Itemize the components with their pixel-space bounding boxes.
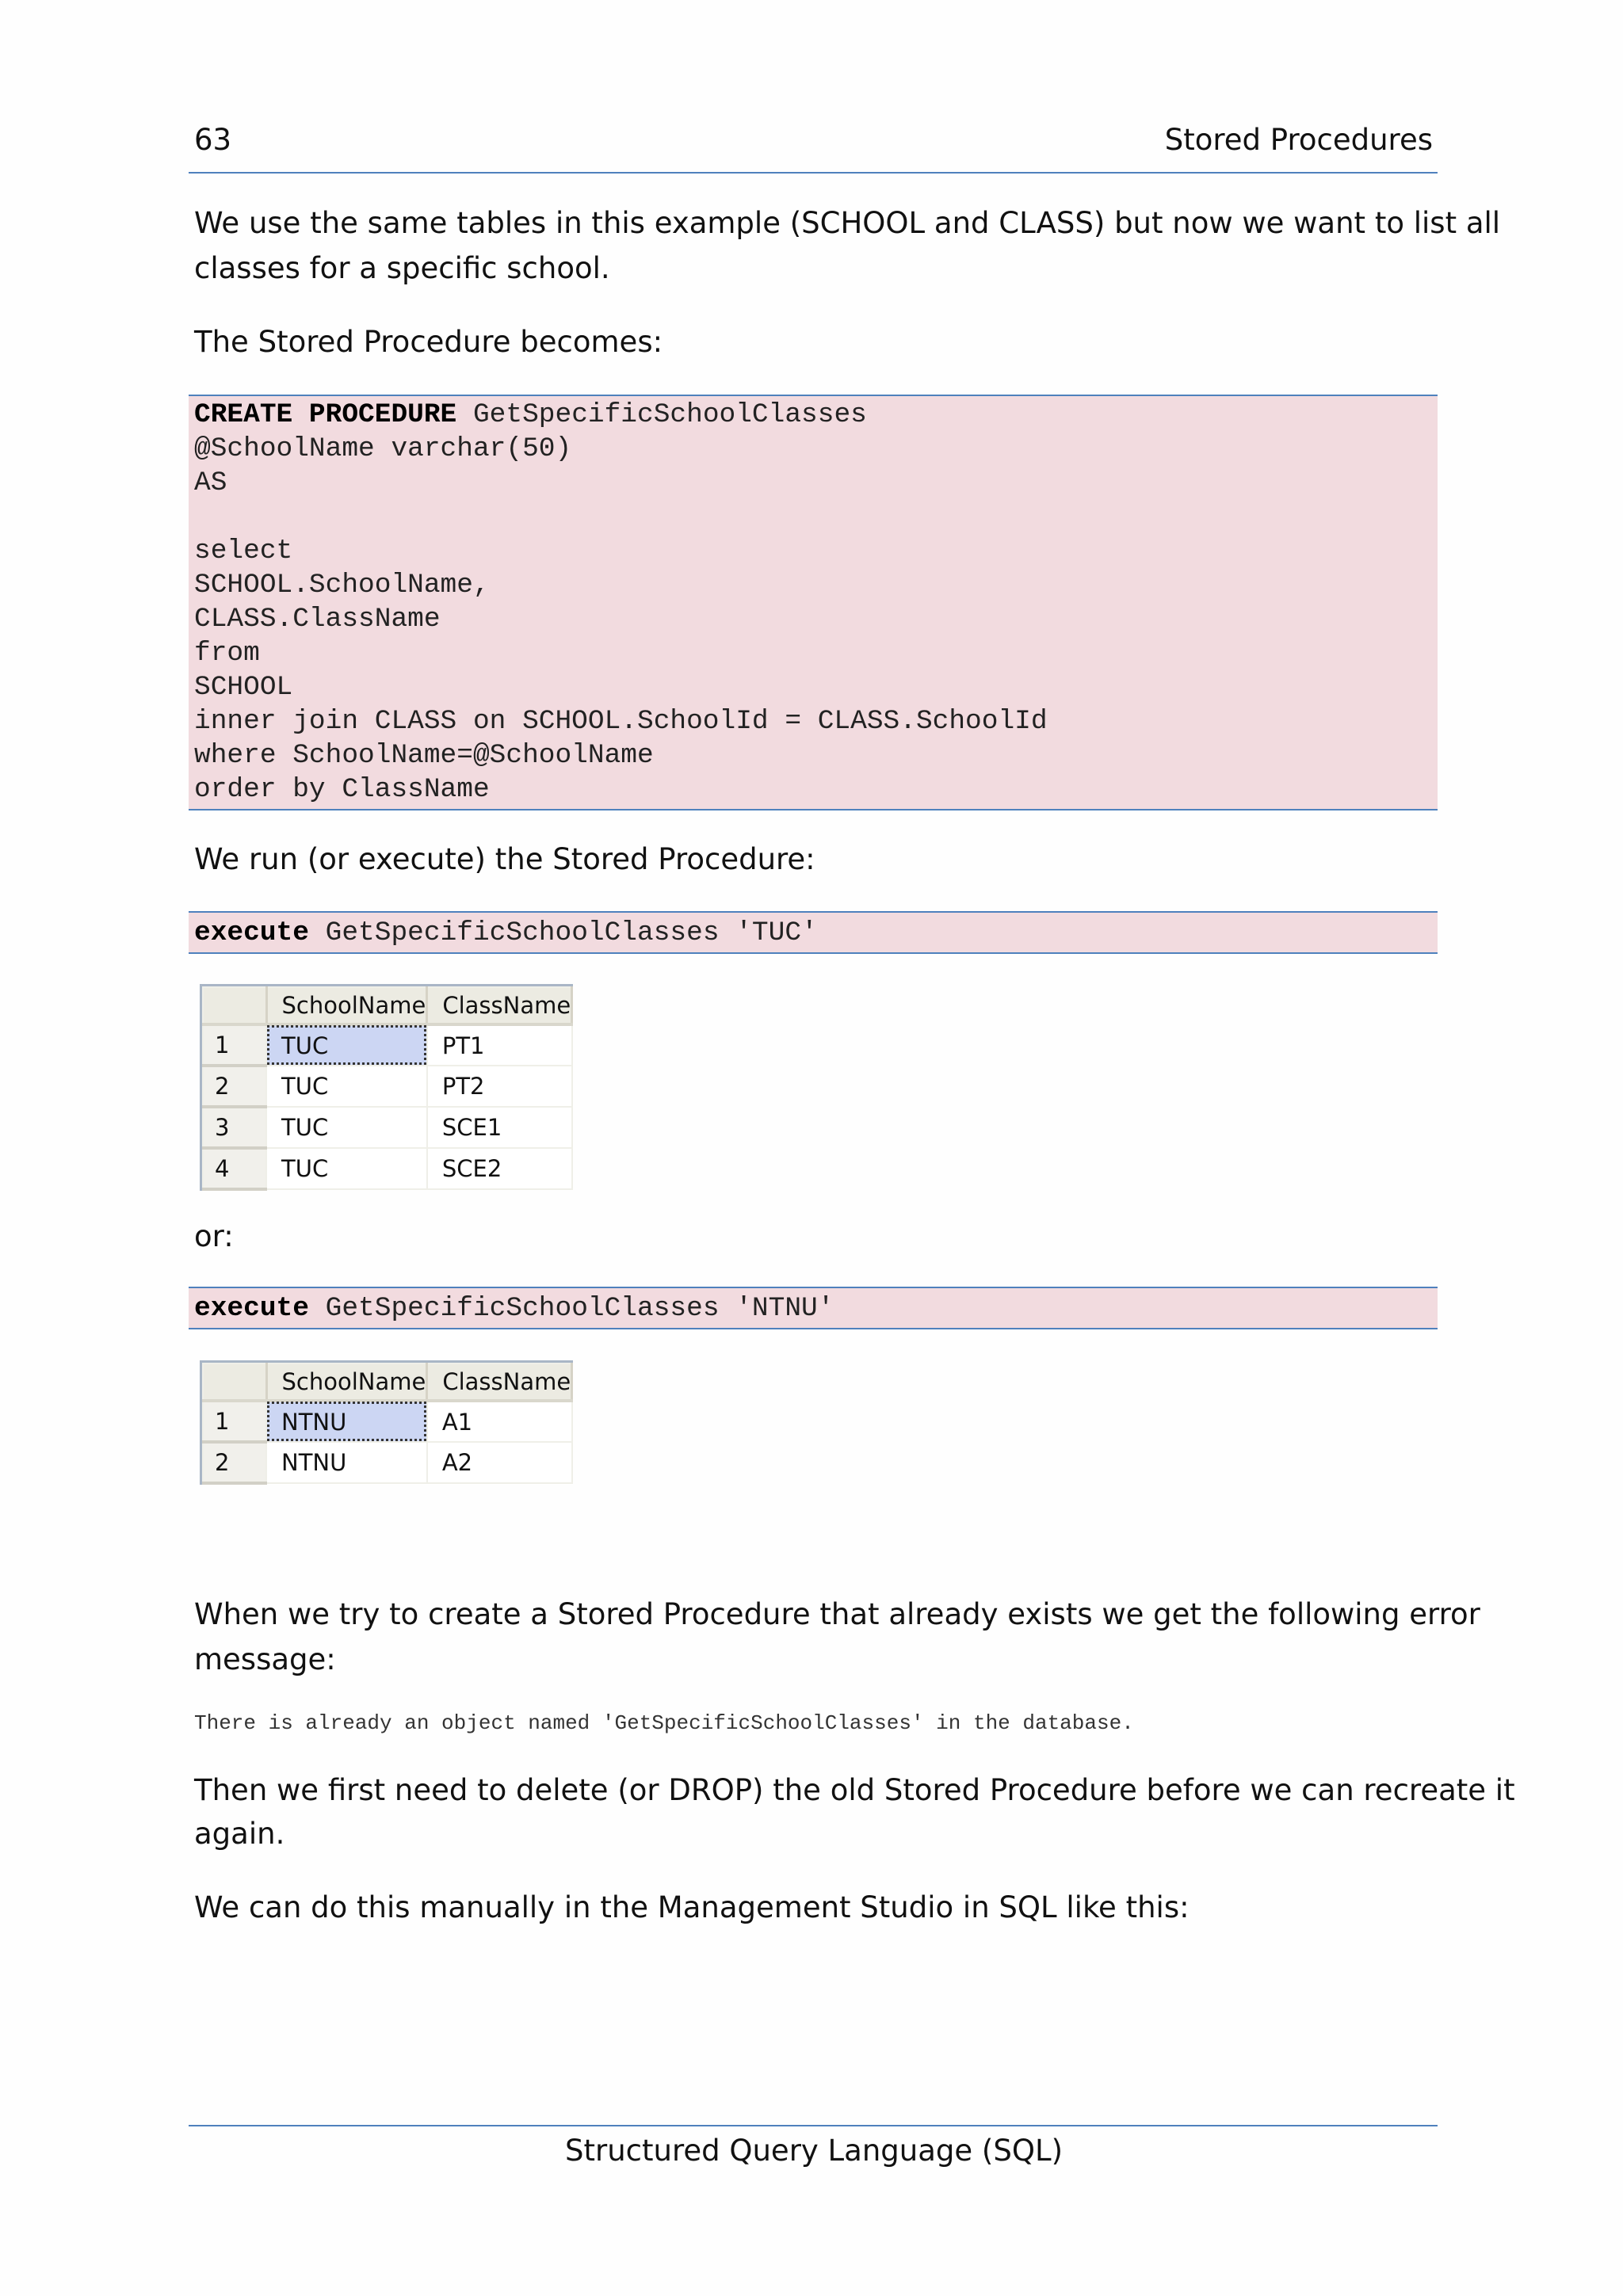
paragraph: again.: [194, 1817, 285, 1851]
footer-rule: [189, 2125, 1438, 2126]
row-number[interactable]: 1: [203, 1401, 266, 1442]
grid-cell[interactable]: TUC: [266, 1148, 427, 1189]
row-number[interactable]: 1: [203, 1024, 266, 1066]
grid-cell-selected[interactable]: TUC: [266, 1024, 427, 1066]
grid-cell[interactable]: NTNU: [266, 1442, 427, 1483]
column-header[interactable]: ClassName: [427, 1363, 572, 1401]
table-row: [203, 1107, 572, 1148]
code-line: order by ClassName: [194, 774, 490, 805]
code-line: where SchoolName=@SchoolName: [194, 740, 654, 771]
chapter-title: Stored Procedures: [1164, 123, 1433, 157]
code-line: SCHOOL: [194, 672, 293, 703]
results-grid-ntnu: [200, 1360, 573, 1485]
grid-cell[interactable]: PT2: [427, 1066, 572, 1107]
code-line: select: [194, 536, 293, 566]
row-number[interactable]: 3: [203, 1107, 266, 1148]
code-line: CLASS.ClassName: [194, 604, 441, 635]
row-number[interactable]: 2: [203, 1066, 266, 1107]
grid-cell[interactable]: SCE1: [427, 1107, 572, 1148]
corner-header: [203, 987, 266, 1024]
row-number[interactable]: 2: [203, 1442, 266, 1483]
table-row: [203, 1148, 572, 1189]
row-number[interactable]: 4: [203, 1148, 266, 1189]
grid-cell-selected[interactable]: NTNU: [266, 1401, 427, 1442]
results-grid-tuc: [200, 984, 573, 1191]
paragraph: Then we first need to delete (or DROP) the old Stored Procedure before we can recreate it: [194, 1773, 1515, 1807]
grid-cell[interactable]: A1: [427, 1401, 572, 1442]
code-text: GetSpecificSchoolClasses 'TUC': [308, 917, 818, 948]
grid-cell[interactable]: A2: [427, 1442, 572, 1483]
grid-cell[interactable]: TUC: [266, 1107, 427, 1148]
paragraph: We use the same tables in this example (SCHOOL and CLASS) but now we want to list all: [194, 206, 1501, 240]
code-line: @SchoolName varchar(50): [194, 433, 572, 464]
code-keyword: execute: [194, 917, 309, 948]
code-line: [194, 500, 1438, 534]
paragraph: classes for a specific school.: [194, 251, 610, 285]
code-block-create-procedure: [189, 395, 1438, 810]
code-line: inner join CLASS on SCHOOL.SchoolId = CLASS.SchoolId: [194, 706, 1048, 737]
grid-cell[interactable]: PT1: [427, 1024, 572, 1066]
code-line: AS: [194, 467, 227, 498]
code-keyword: CREATE PROCEDURE: [194, 399, 457, 430]
error-message: There is already an object named 'GetSpecificSchoolClasses' in the database.: [194, 1711, 1134, 1735]
paragraph: message:: [194, 1642, 336, 1676]
grid-cell[interactable]: SCE2: [427, 1148, 572, 1189]
code-block-execute-tuc: [189, 911, 1438, 954]
column-header[interactable]: SchoolName: [266, 1363, 427, 1401]
paragraph: or:: [194, 1219, 234, 1253]
column-header[interactable]: SchoolName: [266, 987, 427, 1024]
code-block-execute-ntnu: [189, 1287, 1438, 1329]
corner-header: [203, 1363, 266, 1401]
paragraph: The Stored Procedure becomes:: [194, 325, 663, 359]
code-text: GetSpecificSchoolClasses 'NTNU': [308, 1293, 834, 1324]
paragraph: We can do this manually in the Management Studio in SQL like this:: [194, 1890, 1190, 1924]
paragraph: We run (or execute) the Stored Procedure:: [194, 842, 815, 876]
code-line: SCHOOL.SchoolName,: [194, 570, 490, 601]
column-header[interactable]: ClassName: [427, 987, 572, 1024]
paragraph: When we try to create a Stored Procedure that already exists we get the following error: [194, 1597, 1480, 1631]
page-number: 63: [194, 123, 232, 157]
footer-title: Structured Query Language (SQL): [564, 2134, 1064, 2168]
table-row: [203, 1442, 572, 1483]
code-keyword: execute: [194, 1293, 309, 1324]
table-row: [203, 1024, 572, 1066]
table-row: [203, 1066, 572, 1107]
code-text: GetSpecificSchoolClasses: [456, 399, 867, 430]
header-rule: [189, 172, 1438, 174]
table-row: [203, 1401, 572, 1442]
code-line: from: [194, 638, 260, 669]
grid-cell[interactable]: TUC: [266, 1066, 427, 1107]
